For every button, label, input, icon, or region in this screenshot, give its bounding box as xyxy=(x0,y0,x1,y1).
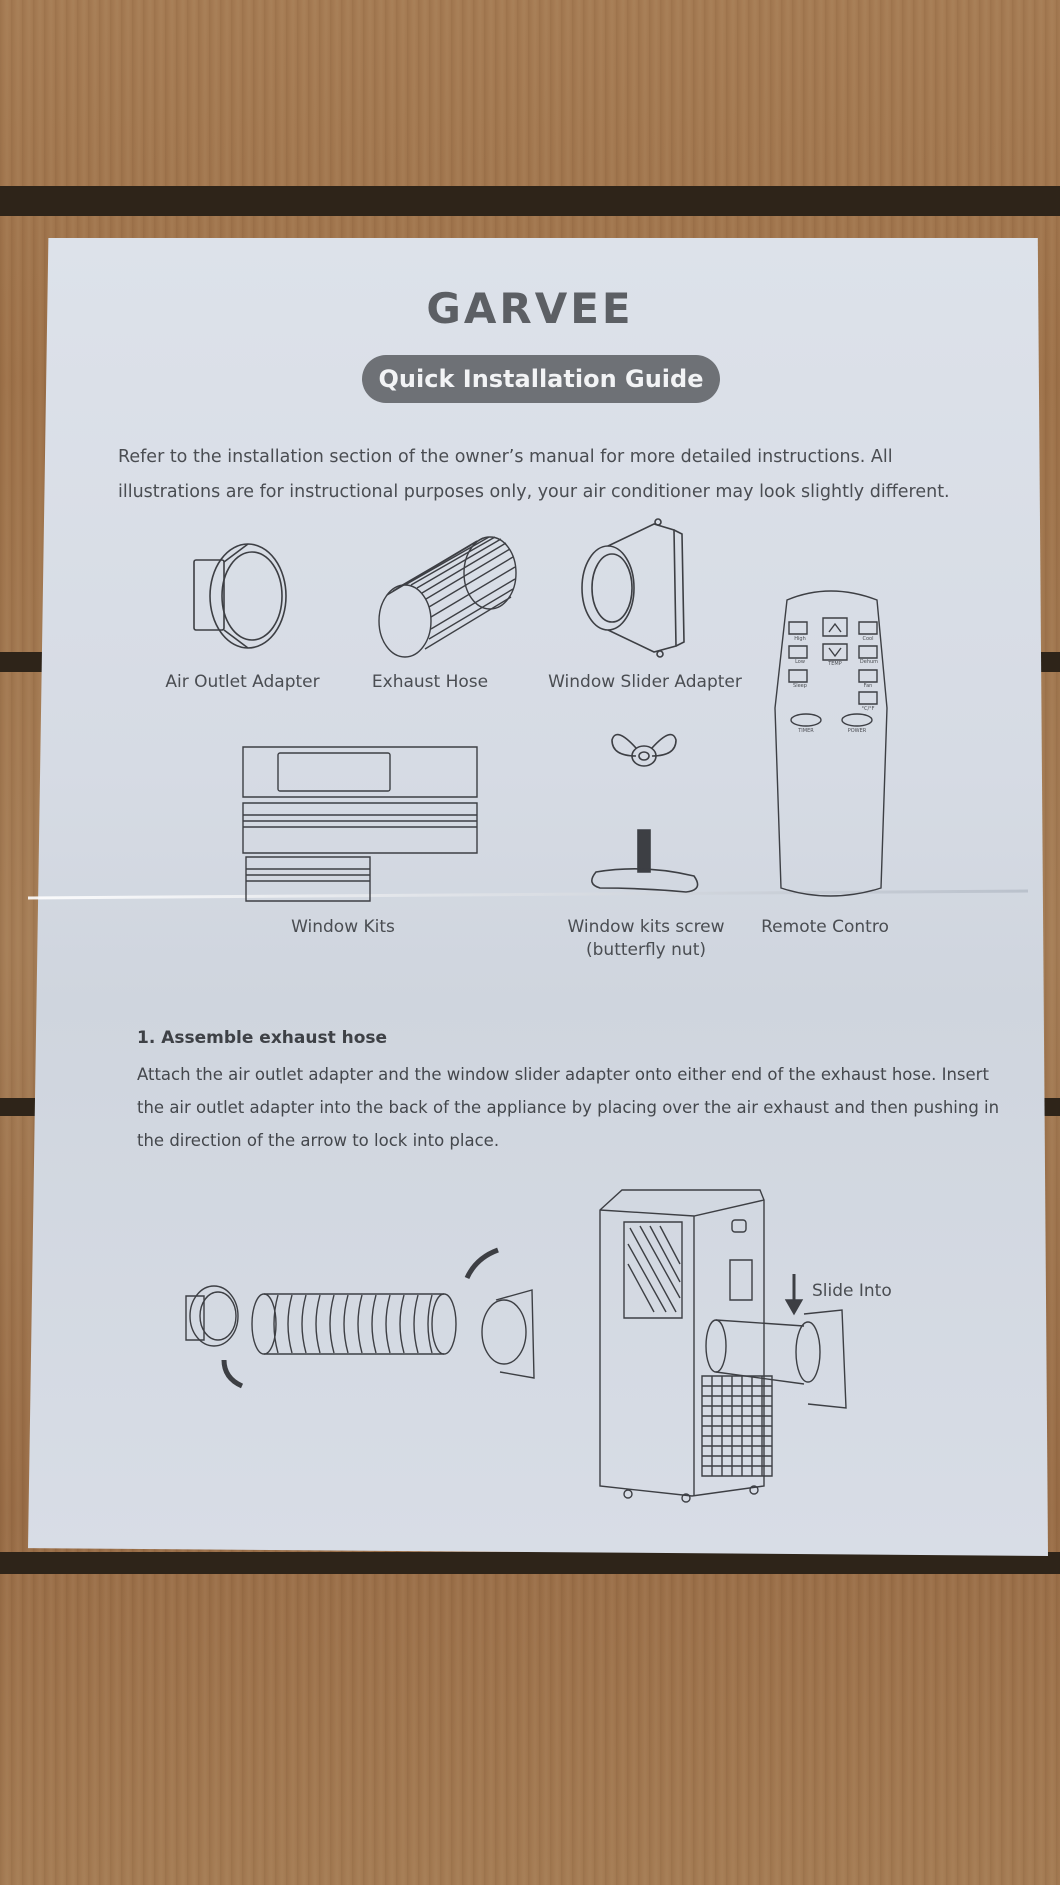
slide-into-label: Slide Into xyxy=(812,1281,892,1301)
remote-unit-label: °C/°F xyxy=(861,706,875,712)
remote-high-label: High xyxy=(794,636,806,642)
remote-control-label: Remote Contro xyxy=(761,917,889,937)
wood-plank-gap-top xyxy=(0,186,1060,216)
hose-assembly-illustration xyxy=(182,1256,540,1386)
exhaust-hose-label: Exhaust Hose xyxy=(371,672,489,692)
remote-sleep-label: Sleep xyxy=(793,683,807,689)
window-slider-adapter-label: Window Slider Adapter xyxy=(548,672,742,692)
step-1-text: Attach the air outlet adapter and the window slider adapter onto either end of the exhaust hose. Insert the air outlet adapter into the back of the appliance by placing over the air exhaust and then pushing in the direction of the arrow to lock into place. xyxy=(137,1065,1000,1150)
remote-low-label: Low xyxy=(795,659,805,665)
butterfly-nut-illustration xyxy=(608,726,680,774)
intro-paragraph: Refer to the installation section of the owner’s manual for more detailed instructions. All illustrations are for instructional purposes only, your air conditioner may look slightly different. xyxy=(118,447,950,502)
remote-fan-label: Fan xyxy=(863,683,873,689)
air-outlet-adapter-label: Air Outlet Adapter xyxy=(165,672,320,692)
window-kits-screw-illustration xyxy=(586,828,704,894)
window-kits-label: Window Kits xyxy=(291,917,395,937)
portable-air-conditioner-illustration xyxy=(594,1186,850,1504)
remote-timer-label: TIMER xyxy=(798,728,814,734)
remote-cool-label: Cool xyxy=(862,636,874,642)
window-slider-adapter-illustration xyxy=(578,516,690,662)
window-kits-illustration xyxy=(242,745,479,903)
exhaust-hose-illustration xyxy=(375,533,520,661)
remote-power-label: POWER xyxy=(847,728,867,734)
window-kits-screw-label-line1: Window kits screw xyxy=(567,917,725,937)
remote-temp-label: TEMP xyxy=(828,661,842,667)
remote-dehum-label: Dehum xyxy=(859,659,879,665)
window-kits-screw-label-line2: (butterfly nut) xyxy=(586,940,706,960)
brand-logo: GARVEE xyxy=(426,284,634,333)
air-outlet-adapter-illustration xyxy=(190,540,300,652)
step-1-title: 1. Assemble exhaust hose xyxy=(137,1028,388,1048)
guide-title-badge: Quick Installation Guide xyxy=(362,355,720,403)
wood-plank-gap-bottom xyxy=(0,1552,1060,1574)
